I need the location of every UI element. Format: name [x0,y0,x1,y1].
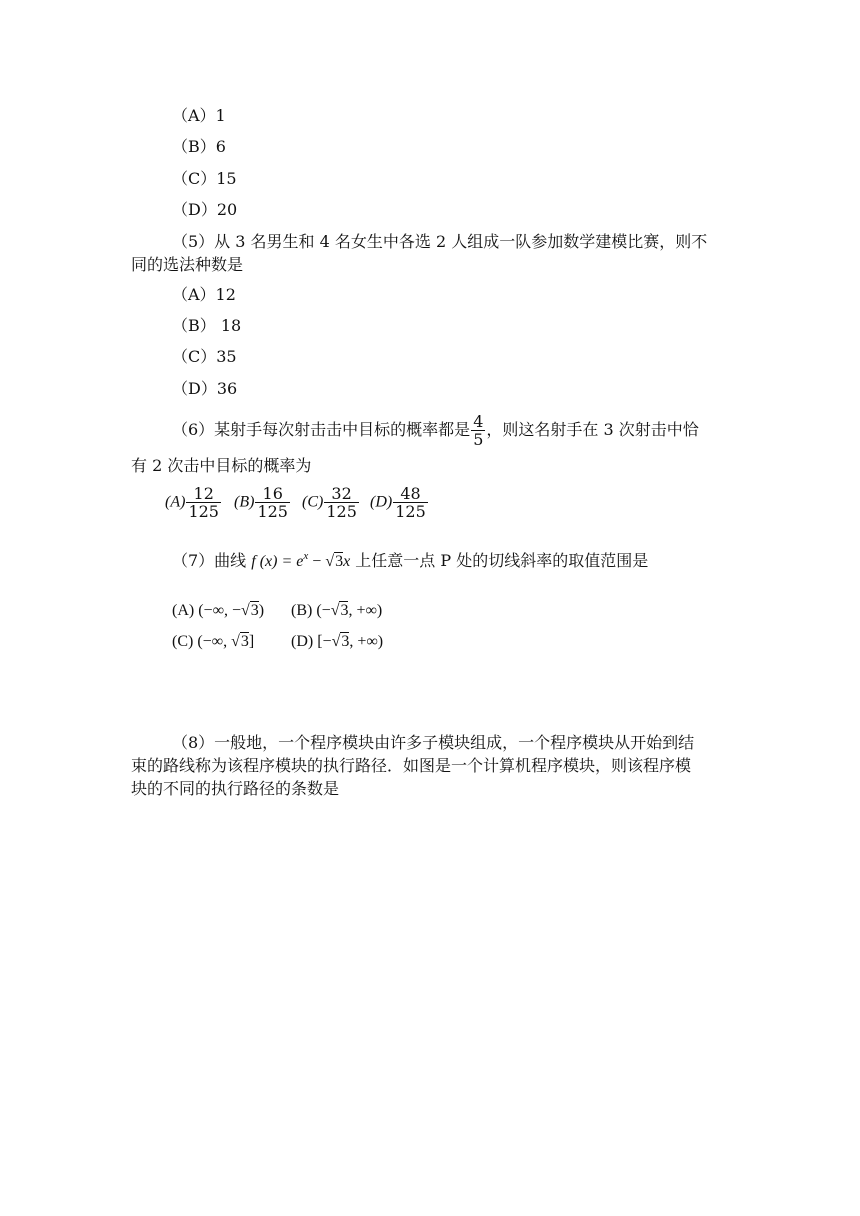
q6-option-d-label: (D) [370,493,393,511]
q6-option-a-den: 125 [188,502,219,521]
q7-option-d: (D) [−√3, +∞) [291,633,384,650]
q7-formula-minus: − [308,553,326,570]
q7-formula-root: 3 [335,553,344,570]
q6-option-d-den: 125 [395,502,426,521]
q6-option-b [234,485,291,520]
q6-stem-line2: 有 2 次击中目标的概率为 [131,456,312,475]
q6-frac-den: 5 [473,430,484,449]
q5-stem-line2: 同的选法种数是 [131,255,244,274]
q5-stem-line1: （5）从 3 名男生和 4 名女生中各选 2 人组成一队参加数学建模比赛，则不 [172,232,708,251]
q6-option-b-den: 125 [257,502,288,521]
q7-stem-prefix: （7）曲线 [172,551,247,570]
q7-option-b-post: , +∞) [348,602,383,619]
q6-option-c-den: 125 [326,502,357,521]
q7-option-b-pre: (B) (− [291,602,331,619]
q6-option-d [370,485,429,520]
q5-option-c: （C）35 [172,347,237,366]
q6-stem-suffix: ，则这名射手在 3 次射击中恰 [486,420,699,439]
q7-option-c-pre: (C) (−∞, [172,633,232,650]
q7-stem-suffix: 上任意一点 P 处的切线斜率的取值范围是 [355,551,649,570]
q8-stem-line1: （8）一般地，一个程序模块由许多子模块组成，一个程序模块从开始到结 [172,733,695,752]
q7-option-a-root: 3 [250,602,259,619]
q4-option-a: （A）1 [172,106,226,125]
q6-option-b-label: (B) [234,493,255,511]
q7-option-d-post: , +∞) [349,633,384,650]
q6-option-a-label: (A) [165,493,186,511]
q7-option-b: (B) (−√3, +∞) [291,602,383,619]
q7-option-c-root: 3 [240,633,249,650]
q6-option-c [302,485,360,520]
q6-option-c-label: (C) [302,493,324,511]
q6-option-a-num: 12 [186,485,221,503]
q6-option-b-num: 16 [255,485,290,503]
q4-option-c: （C）15 [172,169,237,188]
q4-option-b: （B）6 [172,137,226,156]
q5-option-b: （B） 18 [172,316,242,335]
q7-formula-exp: x [303,550,309,562]
q6-option-c-num: 32 [324,485,359,503]
q7-option-a-post: ) [258,602,265,619]
q7-option-d-pre: (D) [− [291,633,332,650]
q6-frac-num: 4 [473,412,484,431]
q5-option-a: （A）12 [172,285,236,304]
q8-stem-line2: 束的路线称为该程序模块的执行路径．如图是一个计算机程序模块，则该程序模 [131,756,692,775]
q7-option-a: (A) (−∞, −√3) [172,602,265,619]
q7-stem [172,550,648,573]
q6-option-d-num: 48 [393,485,428,503]
q7-formula-tail: x [343,553,351,570]
q7-option-a-pre: (A) (−∞, − [172,602,241,619]
q6-fraction [471,413,485,448]
q7-option-c: (C) (−∞, √3] [172,633,255,650]
q6-stem-prefix: （6）某射手每次射击击中目标的概率都是 [172,420,471,439]
q4-option-d: （D）20 [172,200,238,219]
q7-option-d-root: 3 [341,633,350,650]
q8-stem-line3: 块的不同的执行路径的条数是 [131,779,340,798]
q6-stem-line1 [172,410,699,450]
q5-option-d: （D）36 [172,379,238,398]
q6-option-a [165,485,222,520]
q7-formula: f $(x) = e^x - √3x$ [251,550,351,570]
q7-option-c-post: ] [248,633,255,650]
q7-formula-lhs: f (x) = e [251,553,304,570]
q7-option-b-root: 3 [340,602,349,619]
